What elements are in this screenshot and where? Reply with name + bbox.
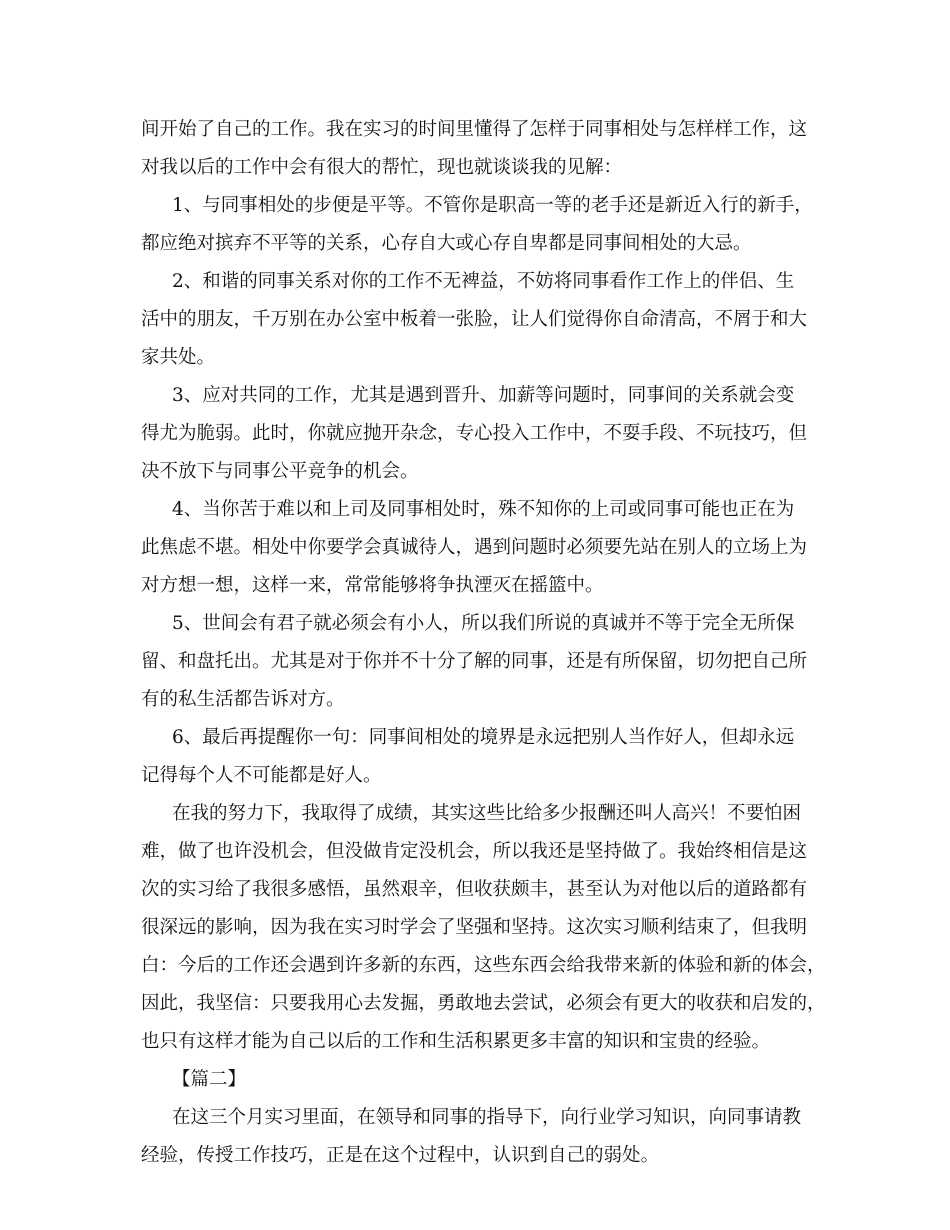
text-line: 很深远的影响，因为我在实习时学会了坚强和坚持。这次实习顺利结束了，但我明 bbox=[141, 917, 808, 938]
section-heading: 【篇二】 bbox=[172, 1069, 247, 1090]
text-line: 此焦虑不堪。相处中你要学会真诚待人，遇到问题时必须要先站在别人的立场上为 bbox=[141, 537, 808, 558]
text-line: 记得每个人不可能都是好人。 bbox=[141, 765, 382, 786]
text-line: 白：今后的工作还会遇到许多新的东西，这些东西会给我带来新的体验和新的体会， bbox=[141, 955, 826, 976]
text-line: 4、当你苦于难以和上司及同事相处时，殊不知你的上司或同事可能也正在为 bbox=[172, 499, 795, 520]
text-line: 5、世间会有君子就必须会有小人，所以我们所说的真诚并不等于完全无所保 bbox=[172, 613, 795, 634]
text-line: 活中的朋友，千万别在办公室中板着一张脸，让人们觉得你自命清高，不屑于和大 bbox=[141, 309, 808, 330]
text-line: 有的私生活都告诉对方。 bbox=[141, 689, 345, 710]
text-line: 对方想一想，这样一来，常常能够将争执湮灭在摇篮中。 bbox=[141, 575, 604, 596]
text-line: 3、应对共同的工作，尤其是遇到晋升、加薪等问题时，同事间的关系就会变 bbox=[172, 385, 795, 406]
text-line: 间开始了自己的工作。我在实习的时间里懂得了怎样于同事相处与怎样样工作，这 bbox=[141, 119, 808, 140]
text-line: 家共处。 bbox=[141, 347, 216, 368]
text-line: 留、和盘托出。尤其是对于你并不十分了解的同事，还是有所保留，切勿把自己所 bbox=[141, 651, 808, 672]
text-line: 2、和谐的同事关系对你的工作不无裨益，不妨将同事看作工作上的伴侣、生 bbox=[172, 271, 795, 292]
text-line: 在我的努力下，我取得了成绩，其实这些比给多少报酬还叫人高兴！不要怕困 bbox=[172, 803, 802, 824]
text-line: 在这三个月实习里面，在领导和同事的指导下，向行业学习知识，向同事请教 bbox=[172, 1107, 802, 1128]
text-line: 对我以后的工作中会有很大的帮忙，现也就谈谈我的见解： bbox=[141, 157, 623, 178]
text-line: 经验，传授工作技巧，正是在这个过程中，认识到自己的弱处。 bbox=[141, 1145, 660, 1166]
text-line: 决不放下与同事公平竞争的机会。 bbox=[141, 461, 419, 482]
text-line: 因此，我坚信：只要我用心去发掘，勇敢地去尝试，必须会有更大的收获和启发的， bbox=[141, 993, 826, 1014]
text-line: 难，做了也许没机会，但没做肯定没机会，所以我还是坚持做了。我始终相信是这 bbox=[141, 841, 808, 862]
text-line: 次的实习给了我很多感悟，虽然艰辛，但收获颇丰，甚至认为对他以后的道路都有 bbox=[141, 879, 808, 900]
text-line: 6、最后再提醒你一句：同事间相处的境界是永远把别人当作好人，但却永远 bbox=[172, 727, 795, 748]
text-line: 也只有这样才能为自己以后的工作和生活积累更多丰富的知识和宝贵的经验。 bbox=[141, 1031, 771, 1052]
text-line: 得尤为脆弱。此时，你就应抛开杂念，专心投入工作中，不耍手段、不玩技巧，但 bbox=[141, 423, 808, 444]
text-line: 都应绝对摈弃不平等的关系，心存自大或心存自卑都是同事间相处的大忌。 bbox=[141, 233, 752, 254]
text-line: 1、与同事相处的步便是平等。不管你是职高一等的老手还是新近入行的新手， bbox=[172, 195, 813, 216]
